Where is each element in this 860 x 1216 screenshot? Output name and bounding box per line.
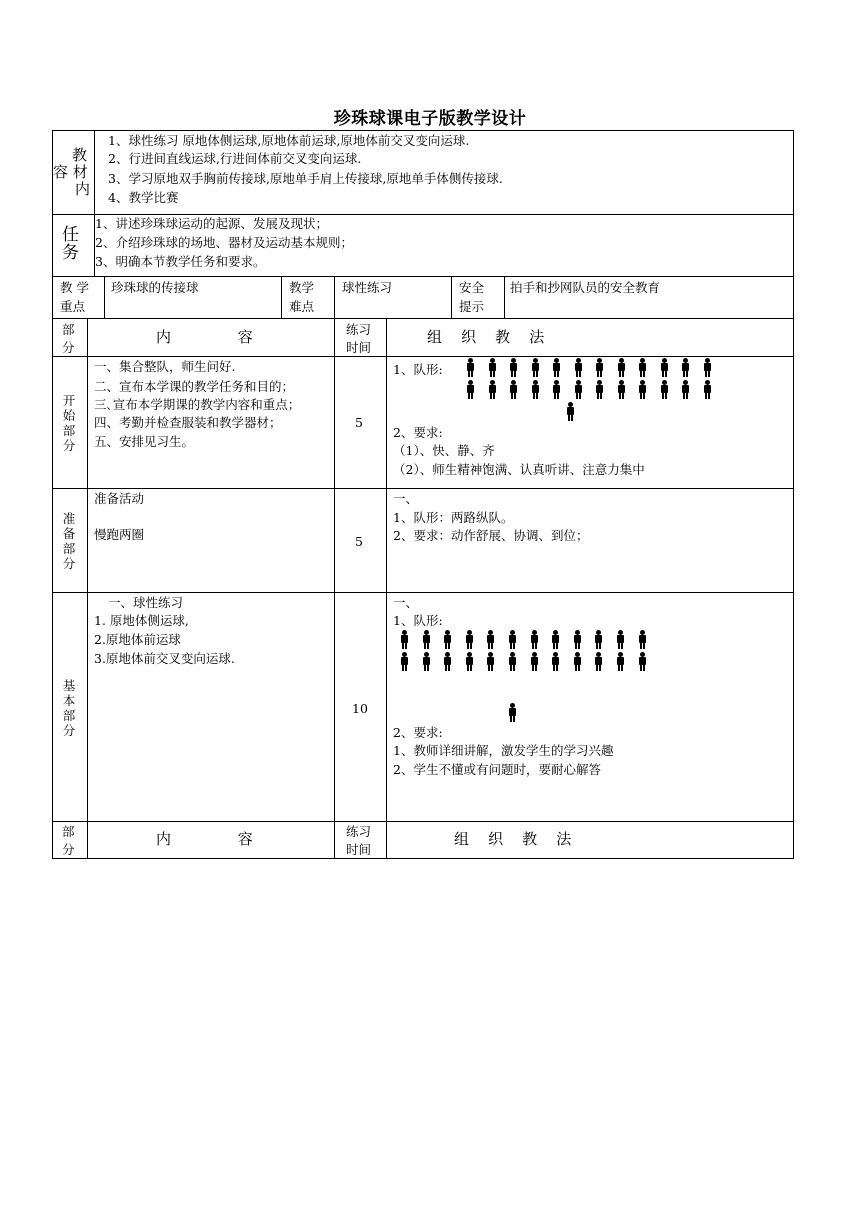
student-figure-icon (508, 652, 516, 671)
start-req: （2）、师生精神饱满、认真听讲、注意力集中 (393, 462, 645, 477)
student-figure-icon (703, 380, 711, 399)
prep-part-label: 准备部分 (62, 511, 76, 571)
basic-line: 1. 原地体侧运球, (94, 613, 189, 628)
student-figure-icon (552, 380, 560, 399)
student-figure-icon (443, 630, 451, 649)
student-figure-icon (574, 380, 582, 399)
student-figure-icon (616, 652, 624, 671)
footer-method: 组 织 教 法 (454, 830, 572, 848)
start-line: 二、宣布本学课的教学任务和目的； (94, 379, 295, 394)
header-time: 时间 (346, 340, 372, 355)
start-part-label: 开始部分 (62, 393, 76, 453)
task-line: 2、介绍珍珠球的场地、器材及运动基本规则； (95, 235, 353, 250)
basic-time: 10 (352, 701, 368, 716)
student-figure-icon (594, 652, 602, 671)
student-figure-icon (681, 358, 689, 377)
prep-line: 慢跑两圈 (94, 527, 145, 542)
key-point-value: 珍珠球的传接球 (111, 280, 199, 295)
basic-req: 1、教师详细讲解，激发学生的学习兴趣 (393, 743, 614, 758)
student-figure-icon (509, 380, 517, 399)
student-figure-icon (443, 652, 451, 671)
footer-part: 分 (62, 842, 75, 857)
key-point-label: 重点 (60, 299, 86, 314)
basic-line: 3.原地体前交叉变向运球. (94, 651, 235, 666)
student-figure-icon (617, 380, 625, 399)
student-figure-icon (616, 630, 624, 649)
header-content: 内 容 (156, 328, 253, 346)
student-figure-icon (595, 380, 603, 399)
key-point-label: 教 学 (60, 280, 89, 295)
student-figure-icon (488, 380, 496, 399)
student-figure-icon (660, 358, 668, 377)
safety-label: 安全 (459, 280, 485, 295)
student-figure-icon (551, 652, 559, 671)
prep-method: 2、要求：动作舒展、协调、到位； (393, 528, 589, 543)
student-figure-icon (617, 358, 625, 377)
content-label-b: 容 材 (53, 163, 88, 181)
basic-req: 2、学生不懂或有问题时，要耐心解答 (393, 762, 601, 777)
content-line: 3、学习原地双手胸前传接球,原地单手肩上传接球,原地单手体侧传接球. (108, 171, 503, 186)
student-figure-icon (531, 380, 539, 399)
student-figure-icon (551, 630, 559, 649)
student-figure-icon (422, 630, 430, 649)
prep-time: 5 (355, 534, 363, 549)
start-time: 5 (355, 415, 363, 430)
start-line: 五、安排见习生。 (94, 434, 195, 449)
content-line: 2、行进间直线运球,行进间体前交叉变向运球. (108, 151, 362, 166)
safety-value: 拍手和抄网队员的安全教育 (510, 280, 661, 295)
header-part: 部 (62, 322, 75, 337)
student-figure-icon (509, 358, 517, 377)
basic-line: 一、球性练习 (108, 595, 184, 610)
student-figure-icon (400, 652, 408, 671)
student-figure-icon (594, 630, 602, 649)
student-figure-icon (531, 358, 539, 377)
difficulty-value: 球性练习 (342, 280, 393, 295)
student-figure-icon (573, 630, 581, 649)
header-time: 练习 (346, 322, 372, 337)
content-label-c: 内 (75, 180, 91, 198)
footer-part: 部 (62, 824, 75, 839)
teacher-figure-icon (508, 703, 516, 722)
student-figure-icon (574, 358, 582, 377)
header-part: 分 (62, 340, 75, 355)
header-method: 组 织 教 法 (427, 328, 545, 346)
page-title: 珍珠球课电子版教学设计 (333, 109, 527, 129)
student-figure-icon (595, 358, 603, 377)
student-figure-icon (681, 380, 689, 399)
safety-label: 提示 (459, 299, 485, 314)
student-figure-icon (703, 358, 711, 377)
student-figure-icon (530, 652, 538, 671)
basic-formation-label: 1、队形: (393, 613, 443, 628)
basic-part-label: 基本部分 (62, 678, 76, 738)
content-line: 1、球性练习 原地体侧运球,原地体前运球,原地体前交叉变向运球. (108, 133, 470, 148)
basic-line: 2.原地体前运球 (94, 632, 181, 647)
student-figure-icon (660, 380, 668, 399)
student-figure-icon (638, 630, 646, 649)
student-figure-icon (400, 630, 408, 649)
student-figure-icon (422, 652, 430, 671)
student-figure-icon (530, 630, 538, 649)
student-figure-icon (465, 652, 473, 671)
footer-content: 内 容 (156, 830, 253, 848)
basic-method: 一、 (393, 595, 419, 610)
start-line: 一、集合整队，师生问好. (94, 359, 236, 374)
footer-time: 时间 (346, 842, 372, 857)
task-line: 1、讲述珍珠球运动的起源、发展及现状； (95, 216, 328, 231)
student-figure-icon (465, 630, 473, 649)
student-figure-icon (486, 652, 494, 671)
task-line: 3、明确本节教学任务和要求。 (95, 254, 266, 269)
student-figure-icon (466, 358, 474, 377)
student-figure-icon (573, 652, 581, 671)
tasks-label-b: 务 (62, 243, 79, 263)
student-figure-icon (466, 380, 474, 399)
prep-method: 一、 (393, 491, 419, 506)
start-req: （1）、快、静、齐 (393, 443, 495, 458)
prep-line: 准备活动 (94, 491, 145, 506)
teacher-figure-icon (566, 402, 574, 421)
student-figure-icon (488, 358, 496, 377)
start-req-label: 2、要求: (393, 425, 443, 440)
difficulty-label: 难点 (289, 299, 315, 314)
student-figure-icon (638, 358, 646, 377)
student-figure-icon (508, 630, 516, 649)
student-figure-icon (638, 652, 646, 671)
student-figure-icon (638, 380, 646, 399)
student-figure-icon (486, 630, 494, 649)
footer-time: 练习 (346, 824, 372, 839)
tasks-label-a: 任 (62, 225, 79, 245)
content-line: 4、教学比赛 (108, 190, 179, 205)
start-formation-label: 1、队形: (393, 362, 443, 377)
start-line: 三､宣布本学期课的教学内容和重点； (94, 397, 301, 412)
basic-req-label: 2、要求: (393, 725, 443, 740)
prep-method: 1、队形：两路纵队。 (393, 510, 514, 525)
start-line: 四、考勤并检查服装和教学器材； (94, 415, 282, 430)
content-label-a: 教 (72, 146, 88, 164)
student-figure-icon (552, 358, 560, 377)
difficulty-label: 教学 (289, 280, 315, 295)
